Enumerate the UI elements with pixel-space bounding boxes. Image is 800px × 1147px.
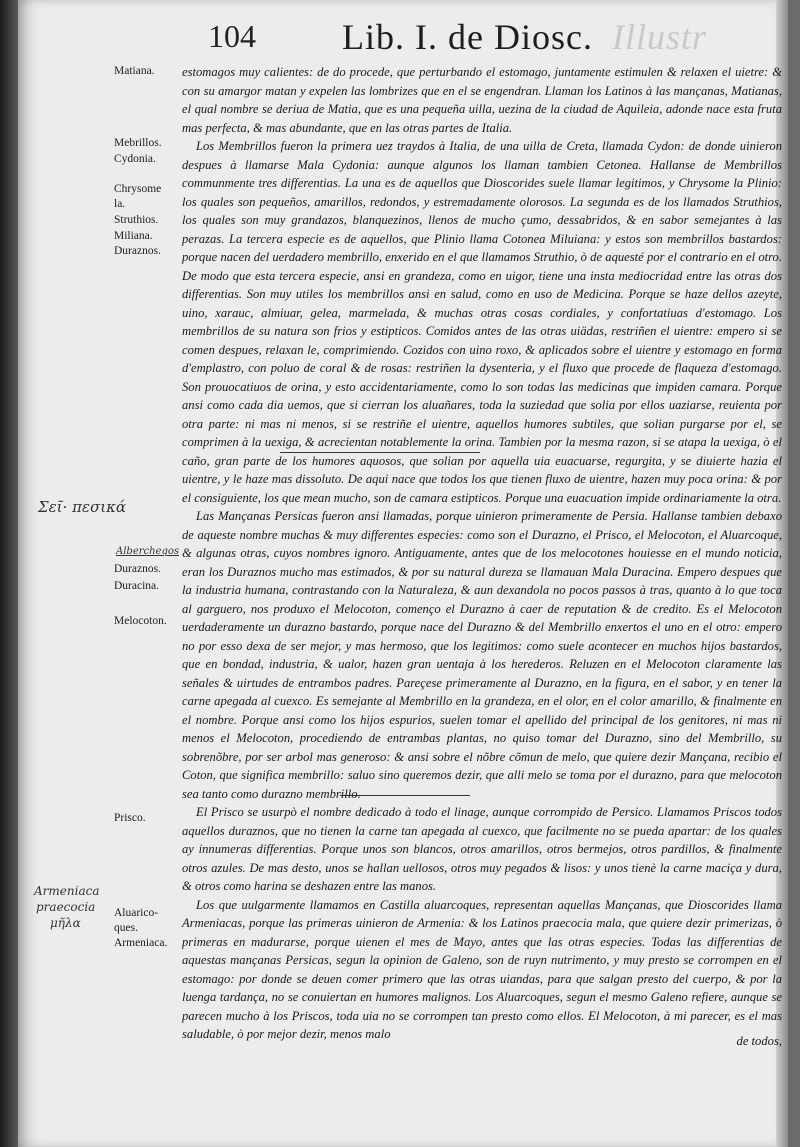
bleed-through-text: Illustr [612, 17, 708, 57]
handwritten-note: Armeniaca [34, 884, 100, 898]
handwritten-note: praecocia [36, 900, 96, 914]
margin-note: Aluarico- [114, 907, 159, 919]
margin-note: Matiana. [114, 65, 155, 77]
margin-note: Struthios. [114, 214, 159, 226]
book-gutter-shadow [0, 0, 18, 1147]
paragraph-matiana: estomagos muy calientes: de do procede, que perturbando el estomago, juntamente estimulen & relaxen el uietre: & con su amargor matan y expelen las lombrizes que en el se engendran. Llaman los Latinos à las mançanas, Matianas, el qual nombre se deriua de Matia, que es una pequeña uilla, uezina de la ciudad de Aquileia, adonde nace esta fruta mas perfecta, & mas abundante, que en las otras partes de Italia. [182, 65, 782, 135]
paragraph-aluarcoques: Los que uulgarmente llamamos en Castilla aluarcoques, representan aquellas Mançanas, que Dioscorides llama Armeniacas, porque las primeras uinieron de Armenia: & los Latinos praecocia mala, que quiere dezir primerizas, ò primeras en madurarse, porque uienen el mes de Mayo, antes que las otras especies. Todas las differentias de aquestas mançanas Persicas, segun la opinion de Galeno, son de ruyn nutrimento, y muy presto se corrompen en el estomago: por donde se deuen comer primero que las otras uiandas, para que salgan presto del cuerpo, & por la luenga tardança, no se conuiertan en humores malignos. Los Aluarcoques, segun el mesmo Galeno refiere, aunque se parecen mucho à los Priscos, toda uia no se corrompen tan presto como ellos. El Melocoton, à mi parecer, es el mas saludable, ò por mejor dezir, menos malo [182, 897, 782, 1041]
catchword: de todos, [736, 1034, 782, 1048]
handwritten-note: μῆλα [50, 916, 81, 930]
body-text [182, 63, 782, 1044]
page-header [0, 12, 800, 57]
margin-note: Duraznos. [114, 245, 161, 257]
handwritten-alberchigos-note: Albercheqos [116, 546, 180, 557]
margin-note: Cydonia. [114, 153, 156, 165]
margin-note: Prisco. [114, 812, 146, 824]
handwritten-greek-note: Σεῖ· πεσικά [38, 498, 127, 516]
margin-note: Chrysome [114, 183, 162, 195]
margin-note: Duraznos. [114, 563, 161, 575]
margin-note: Melocoton. [114, 615, 167, 627]
margin-note: Armeniaca. [114, 937, 168, 949]
paragraph-membrillos: Los Membrillos fueron la primera uez traydos à Italia, de una uilla de Creta, llamada Cydon: de donde uinieron despues à llamarse Mala Cydonia: aunque algunos los llaman tambien Cetonea. Hallanse de Membrillos communmente tres differentias. La una es de aquellos que Dioscorides suele llamar legitimos, y Chrysome la Plinio: los quales son pequeños, amarillos, redondos, y estremadamente olorosos. La segunda es de los llamados Struthios, los quales son muy grandazos, blanquezinos, llenos de mucho çumo, dessabridos, & en sabor semejantes à las perazas. La tercera especie es de aquellos, que Plinio llama Cotonea Miluiana: y estos son membrillos bastardos: porque nacen del uerdadero membrillo, enxerido en el que llamamos Struthio, ò de aquesté por el contrario en el otro. De modo que esta tercera especie, ansi en grandeza, como en uigor, tiene una insta mediocridad entre las otras dos differentias. Son muy utiles los membrillos ansi en salud, como en uso de Medicina. Porque se haze dellos azeyte, uino, xarauc, almiuar, gelea, marmelada, & muchas otras cosas cordiales, y confortatiuas d'estomago. Los membrillos de su natura son frios y estipticos. Comidos antes de las otras uiädas, restriñen el uientre: empero si se comen despues, relaxan le, comprimiendo. Cozidos con uino roxo, & aplicados sobre el uientre y estomago en forma d'emplastro, con poluo de coral & de rosas: restriñen la dysenteria, y el fluxo que procede de flaqueza d'estomago. Son prouocatiuos de orina, y esto accidentariamente, como lo son todas las medicinas que impiden camara. Porque ansi como cada dia uemos, que si cierran los aluañares, toda la suziedad que solia por ellos uaziarse, reuienta por otra parte: ni mas ni menos, si se restriñe el uientre, aquellos humores subtiles, que solian purgarse por el, se comprimen à la uexiga, & acrecientan notablemente la orina. Tambien por la mesma razon, si se atapa la uexiga, ò el caño, gran parte de los humores aquosos, que solian por aquella uia euacuarse, regurgita, y se diuierte hazia el uientre, y le haze mas dissoluto. De aqui nace que todos los que tienen fluxo de uientre, hazen muy poca orina: & por el consiguiente, los que mean mucho, son de camara estipticos. Porque una euacuation impide ordinariamente la otra. [182, 139, 782, 505]
paragraph-prisco: El Prisco se usurpò el nombre dedicado à todo el linage, aunque corrompido de Persico. Llamamos Priscos todos aquellos duraznos, que no tienen la carne tan apegada al cuexco, que facilmente no se pueda apartar: de los quales ay innumeras differentias. Porque unos son blancos, otros amarillos, otros bermejos, otros pardillos, & finalmente otros azules. De mas desto, unos se hallan uellosos, otros muy pegados & lisos: y unos tienè la carne maciça y dura, & otros como harina se deshazen entre las manos. [182, 805, 782, 893]
paragraph-mancanas-persicas: Las Mançanas Persicas fueron ansi llamadas, porque uinieron primeramente de Persia. Hallanse tambien debaxo de aqueste nombre muchas & muy differentes especies: como son el Durazno, el Prisco, el Melocoton, el Aluarcoque, & algunas otras, cuyos nombres ignoro. Antiguamente, antes que de los melocotones houiesse en el mundo noticia, eran los Duraznos mucho mas estimados, & por su natural dureza se llamauan Mala Duracina. Empero despues que la industria humana, contrastando con la Naturaleza, & aun dexandola no pocos passos à tras, quanto à lo que toca al garguero, nos produxo el Melocoton, començo el Durazno à caer de reputation & de credito. Es el Melocoton uerdaderamente un durazno bastardo, porque nace del Durazno & del Membrillo enxertos el uno en el otro: empero no por esso dexa de ser mejor, y mas hermoso, que los legitimos: como suele acontecer en muchos hijos bastardos, que en bondad, industria, & ualor, hazen gran uentaja à los herederos. Reluzen en el Melocoton claramente las señales & uirtudes de entrambos padres. Pareçese primeramente al Durazno, en la figura, en el sabor, y en tener la carne apegada al cuexco. Es semejante al Membrillo en la grandeza, en el olor, en el color amarillo, & finalmente en el nombre. Porque ansi como los hijos espurios, suelen tomar el apellido del principal de los genitores, ni mas ni menos el Melocoton, procediendo de entrambas plantas, no quiso tomar del Durazno, sino del Membrillo, su sobrenõbre, por ser arbol mas generoso: & ansi sobre el nõbre cõmun de melo, que quiere dezir Mançana, recibio el Coton, que significa membrillo: saluo sino queremos dezir, que alli melo se toma por el durazno, para que melocoton sea tanto como durazno membrillo. [182, 509, 782, 801]
margin-note: ques. [114, 922, 138, 934]
margin-note: Duracina. [114, 580, 160, 592]
margin-note: Mebrillos. [114, 137, 162, 149]
margin-note: la. [114, 198, 126, 210]
page-number: 104 [208, 18, 256, 54]
running-head: Lib. I. de Diosc. [342, 17, 593, 57]
margin-note: Miliana. [114, 230, 153, 242]
